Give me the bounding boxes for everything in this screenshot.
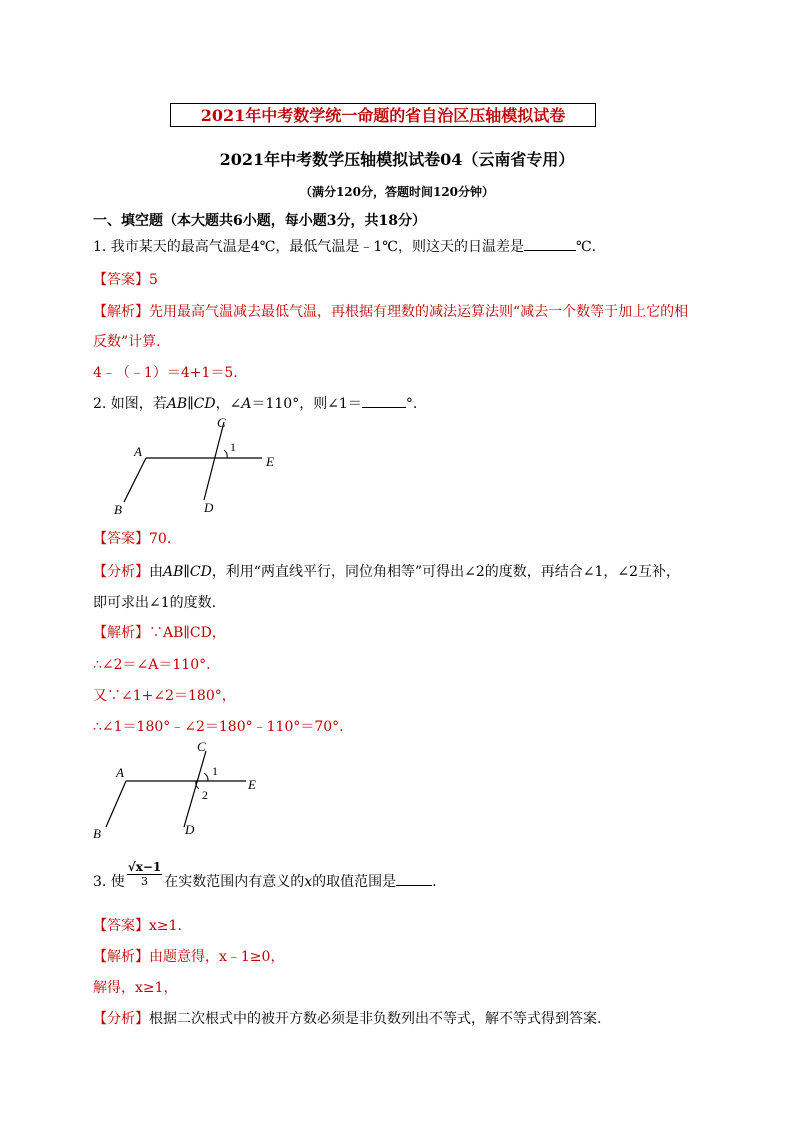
q2-jiexi: 【解析】∵AB∥CD， (93, 625, 226, 641)
parallel-lines-figure-1 (100, 410, 300, 520)
section-heading: 一、填空题（本大题共6小题，每小题3分，共18分） (93, 213, 426, 229)
q3-answer: 【答案】x≥1. (93, 918, 182, 934)
label-d: D (204, 500, 214, 515)
series-banner: 2021年中考数学统一命题的省自治区压轴模拟试卷 (170, 103, 596, 127)
label-c: C (197, 739, 206, 754)
label-a: A (134, 444, 142, 459)
answer-blank (396, 873, 432, 886)
label-b: B (114, 502, 122, 517)
exam-info: （满分120分，答题时间120分钟） (299, 185, 495, 199)
label-c: C (217, 415, 226, 430)
page-title: 2021年中考数学压轴模拟试卷04（云南省专用） (219, 150, 575, 169)
label-angle-2: 2 (202, 788, 208, 802)
q1-analysis-cont: 反数”计算. (93, 334, 161, 350)
label-e: E (248, 777, 256, 792)
label-angle-1: 1 (230, 440, 236, 454)
answer-blank (524, 238, 576, 251)
q2-answer: 【答案】70. (93, 531, 172, 547)
label-e: E (266, 454, 274, 469)
q1-answer: 【答案】5 (93, 272, 158, 288)
parallel-lines-figure-2 (88, 735, 278, 845)
q2-stem: 2. 如图，若AB∥CD，∠A＝110°，则∠1＝ °. (93, 396, 418, 412)
q1-stem: 1. 我市某天的最高气温是4℃，最低气温是﹣1℃，则这天的日温差是 ℃. (93, 239, 597, 255)
q2-step-4: ∴∠1＝180°﹣∠2＝180°﹣110°＝70°. (93, 719, 344, 735)
fraction-numerator: √x−1 (127, 860, 162, 874)
q3-stem: 3. 使 $\frac{√x-1}{3}$ 在实数范围内有意义的x的取值范围是 . (93, 860, 437, 890)
q3-jiexi: 【解析】由题意得，x﹣1≥0， (93, 949, 285, 965)
q2-fenxi-cont: 即可求出∠1的度数. (93, 595, 217, 611)
fraction-denominator: 3 (141, 875, 149, 888)
q3-step-2: 解得，x≥1， (93, 980, 178, 996)
q2-step-2: ∴∠2＝∠A＝110°. (93, 657, 211, 673)
label-d: D (185, 822, 195, 837)
answer-blank (362, 395, 406, 408)
fraction (127, 860, 162, 888)
label-angle-1: 1 (212, 764, 218, 778)
label-a: A (116, 765, 124, 780)
label-b: B (93, 826, 101, 841)
q1-calculation: 4﹣（﹣1）＝4+1＝5. (93, 365, 238, 381)
q1-analysis: 【解析】先用最高气温减去最低气温，再根据有理数的减法运算法则“减去一个数等于加上它的相 (93, 304, 689, 320)
q2-step-3: 又∵∠1+∠2＝180°， (93, 688, 236, 704)
q2-fenxi: 【分析】由AB∥CD，利用“两直线平行，同位角相等”可得出∠2的度数，再结合∠1，∠2互补， (93, 564, 681, 580)
q3-fenxi: 【分析】根据二次根式中的被开方数必须是非负数列出不等式，解不等式得到答案. (93, 1011, 602, 1027)
